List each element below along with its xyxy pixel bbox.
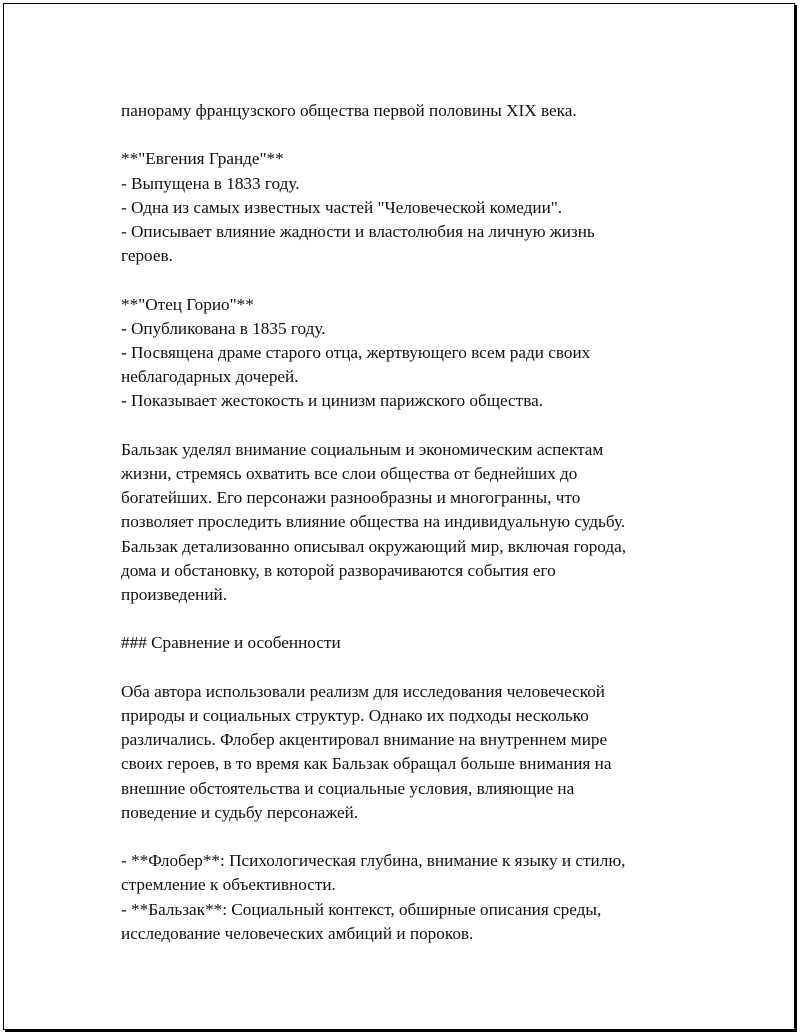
text-line: произведений. [121,585,228,605]
text-line: - Описывает влияние жадности и властолюбия на личную жизнь [121,222,595,241]
text-line: - Выпущена в 1833 году. [121,173,300,193]
text-line: - **Флобер**: Психологическая глубина, внимание к языку и стилю, [121,851,626,871]
text-line: - Посвящена драме старого отца, жертвующего всем ради своих [121,343,591,362]
text-line: - Показывает жестокость и цинизм парижского общества. [121,391,544,411]
blank-line [121,607,681,631]
text-line: различались. Флобер акцентировал внимание на внутреннем мире [121,730,608,750]
text-line: Бальзак детализованно описывал окружающий мир, включая города, [121,536,627,556]
blank-line [121,825,681,849]
blank-line [121,414,681,438]
text-line: героев. [121,246,173,266]
text-line: богатейших. Его персонажи разнообразны и многогранны, что [121,488,581,508]
text-line: своих героев, в то время как Бальзак обращал больше внимания на [121,754,612,774]
text-line: **"Евгения Гранде"** [121,149,284,169]
text-line: неблагодарных дочерей. [121,367,299,387]
text-line: жизни, стремясь охватить все слои общества от беднейших до [121,464,578,483]
text-line: исследование человеческих амбиций и пороков. [121,923,474,943]
text-line: - Опубликована в 1835 году. [121,318,326,338]
text-line: **"Отец Горио"** [121,294,254,314]
document-text [121,99,681,946]
document-page [3,3,795,1030]
blank-line [121,123,681,147]
text-line: природы и социальных структур. Однако их подходы несколько [121,706,589,725]
text-line: внешние обстоятельства и социальные условия, влияющие на [121,778,575,798]
text-line: позволяет проследить влияние общества на индивидуальную судьбу. [121,512,626,532]
text-line: - **Бальзак**: Социальный контекст, обширные описания среды, [121,899,602,919]
text-line: Оба автора использовали реализм для исследования человеческой [121,681,606,701]
text-line: - Одна из самых известных частей "Человеческой комедии". [121,197,563,217]
blank-line [121,656,681,680]
text-line: ### Сравнение и особенности [121,633,341,653]
blank-line [121,268,681,292]
text-line: дома и обстановку, в которой разворачиваются события его [121,560,556,580]
text-line: стремление к объективности. [121,875,336,895]
text-line: Бальзак уделял внимание социальным и экономическим аспектам [121,439,604,459]
text-line: панораму французского общества первой половины XIX века. [121,101,577,120]
text-line: поведение и судьбу персонажей. [121,802,359,822]
